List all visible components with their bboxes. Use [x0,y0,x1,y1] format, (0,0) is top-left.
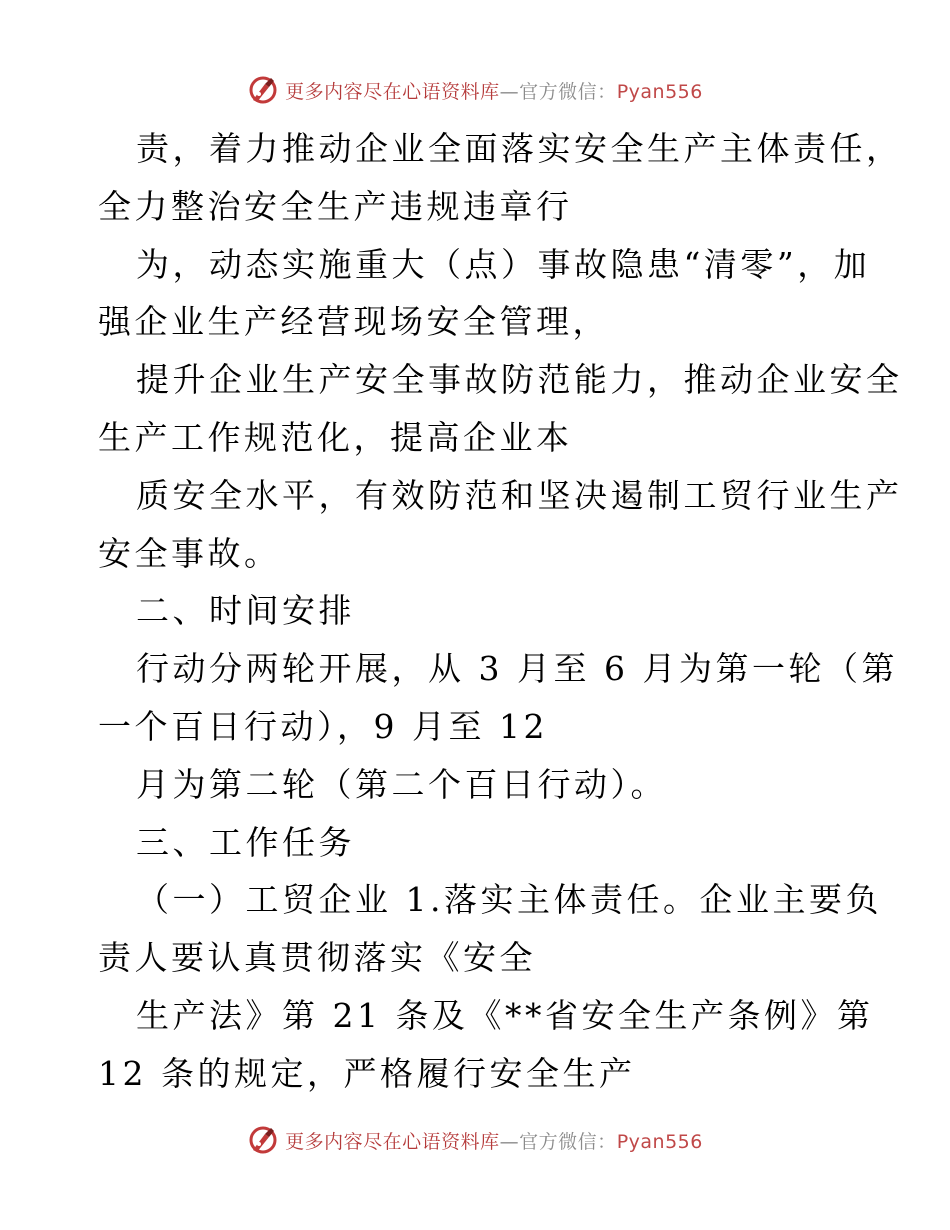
document-body [98,120,903,1103]
footer-watermark-text [285,1127,703,1154]
text-line: 二、时间安排 [136,591,355,631]
footer-wechat-label: 官方微信： [519,1130,617,1153]
footer-watermark-banner [0,1120,950,1160]
footer-site-name: 更多内容尽在心语资料库 [285,1130,500,1153]
header-watermark-text [285,77,703,104]
text-line: 月为第二轮（第二个百日行动）。 [136,764,667,804]
text-line: 三、工作任务 [136,822,355,862]
text-line: 安全事故。 [98,533,281,573]
text-line: 12 条的规定，严格履行安全生产 [98,1053,636,1093]
pen-logo-icon [247,1124,279,1156]
text-line: 生产法》第 21 条及《**省安全生产条例》第 [136,995,874,1035]
header-wechat-label: 官方微信： [519,80,617,103]
pen-logo-icon [247,74,279,106]
header-wechat-id: Pyan556 [616,80,703,103]
text-line: 生产工作规范化，提高企业本 [98,417,573,457]
header-watermark-banner [0,70,950,110]
text-line: 责人要认真贯彻落实《安全 [98,938,536,978]
footer-separator: — [499,1130,520,1153]
text-line: 强企业生产经营现场安全管理， [98,302,609,342]
text-line: 全力整治安全生产违规违章行 [98,186,573,226]
text-line: 提升企业生产安全事故防范能力，推动企业安全 [136,360,903,400]
footer-wechat-id: Pyan556 [616,1130,703,1153]
header-separator: — [499,80,520,103]
text-line: 行动分两轮开展，从 3 月至 6 月为第一轮（第 [136,649,898,689]
text-line: 责，着力推动企业全面落实安全生产主体责任， [136,129,903,168]
text-line: 质安全水平，有效防范和坚决遏制工贸行业生产 [136,475,903,515]
text-line: （一）工贸企业 1.落实主体责任。企业主要负 [136,880,882,920]
text-line: 一个百日行动），9 月至 12 [98,706,548,746]
text-line: 为，动态实施重大（点）事故隐患“清零”，加 [136,244,871,284]
header-site-name: 更多内容尽在心语资料库 [285,80,500,103]
